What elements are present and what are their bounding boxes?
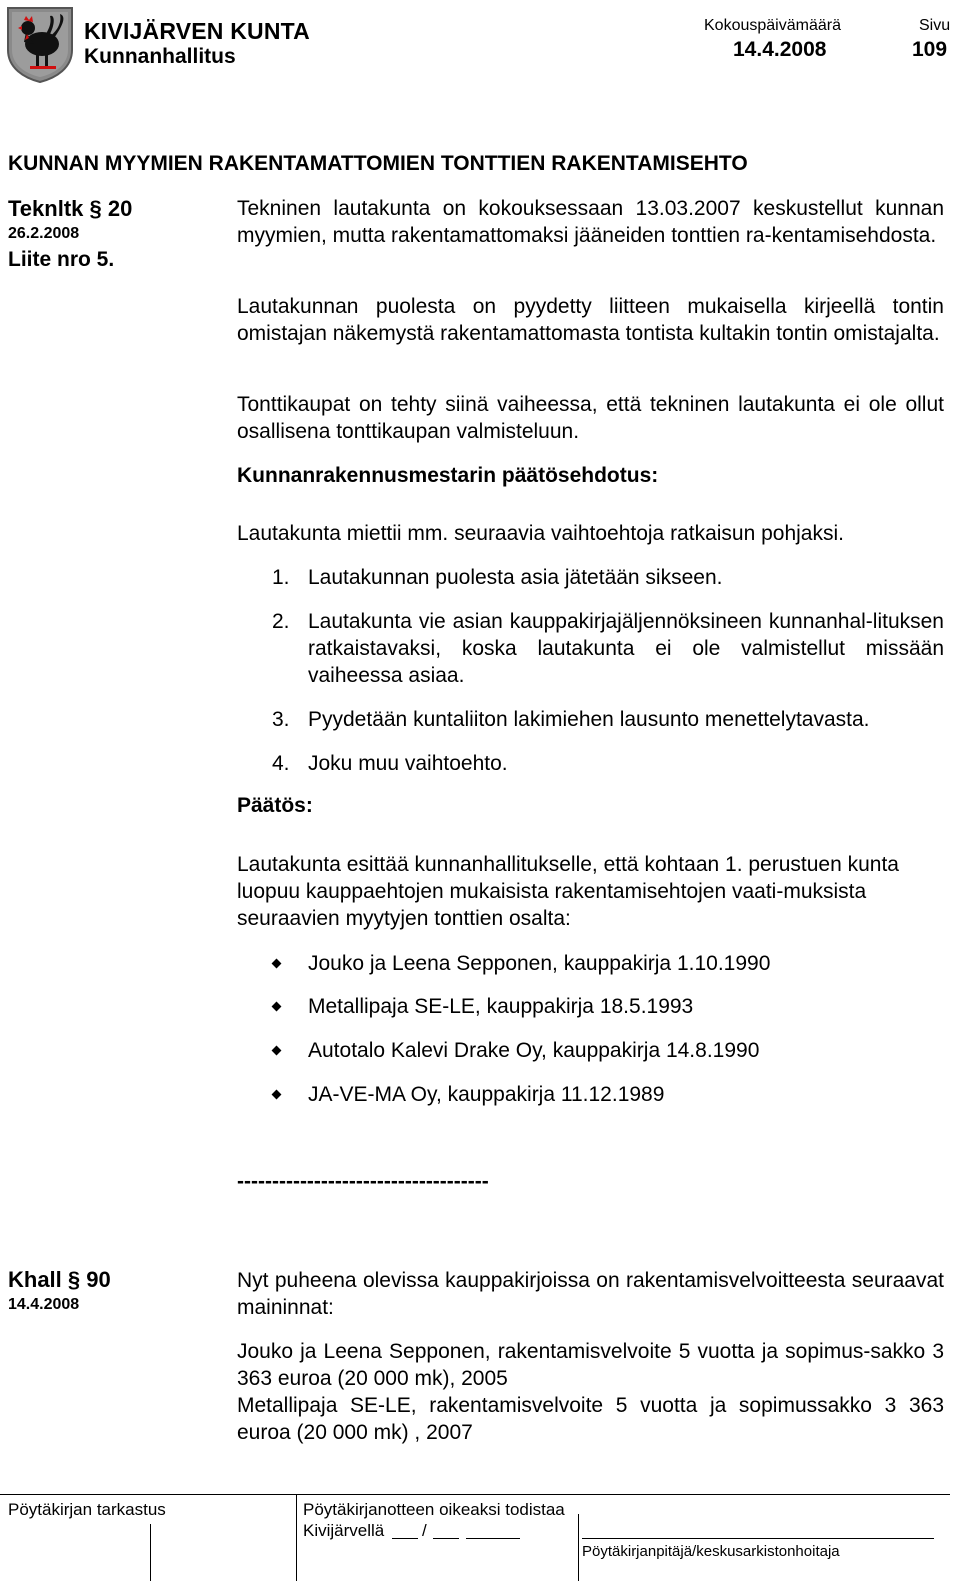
proposal-intro: Lautakunta miettii mm. seuraavia vaihtoehtoja ratkaisun pohjaksi. bbox=[237, 522, 844, 545]
section2-side-title-number: 90 bbox=[86, 1267, 111, 1292]
date-separator: / bbox=[422, 1521, 427, 1540]
meeting-date-label: Kokouspäivämäärä bbox=[704, 17, 841, 34]
decision-text: Lautakunta esittää kunnanhallitukselle, että kohtaan 1. perustuen kunta luopuu kauppaehtojen mukaisista rakentamisehtojen vaati-muksista seuraavien myytyjen tonttien osalta: bbox=[237, 853, 899, 930]
list-item-text: JA-VE-MA Oy, kauppakirja 11.12.1989 bbox=[308, 1083, 665, 1106]
certify-label: Pöytäkirjanotteen oikeaksi todistaa bbox=[303, 1500, 565, 1519]
list-item-text: Jouko ja Leena Sepponen, kauppakirja 1.10.1990 bbox=[308, 952, 771, 975]
option-text: Lautakunta vie asian kauppakirjajäljennöksineen kunnanhal-lituksen ratkaistavaksi, koska lautakunta ei ole valmistellut missään vaiheessa asiaa. bbox=[308, 610, 944, 687]
footer-column-divider bbox=[296, 1494, 297, 1581]
footer-column-divider bbox=[578, 1514, 579, 1581]
list-item-text: Autotalo Kalevi Drake Oy, kauppakirja 14.8.1990 bbox=[308, 1039, 760, 1062]
section1-side-title-number: 20 bbox=[107, 196, 133, 221]
proposal-heading: Kunnanrakennusmestarin päätösehdotus: bbox=[237, 464, 659, 487]
review-label: Pöytäkirjan tarkastus bbox=[8, 1500, 166, 1519]
date-blank-day bbox=[392, 1538, 418, 1539]
list-item-text: Metallipaja SE-LE, kauppakirja 18.5.1993 bbox=[308, 995, 694, 1018]
section2-intro: Nyt puheena olevissa kauppakirjoissa on rakentamisvelvoitteesta seuraavat maininnat: bbox=[237, 1269, 944, 1319]
page-title: KUNNAN MYYMIEN RAKENTAMATTOMIEN TONTTIEN RAKENTAMISEHTO bbox=[8, 152, 748, 175]
organization-name: KIVIJÄRVEN KUNTA bbox=[84, 18, 310, 44]
diamond-bullet-icon bbox=[272, 959, 282, 969]
option-number: 2. bbox=[272, 610, 290, 633]
option-item bbox=[237, 706, 944, 733]
option-number: 4. bbox=[272, 752, 290, 775]
option-text: Lautakunnan puolesta asia jätetään sikseen. bbox=[308, 566, 723, 589]
section1-paragraph-3: Tonttikaupat on tehty siinä vaiheessa, että tekninen lautakunta ei ole ollut osallisena tonttikaupan valmisteluun. bbox=[237, 393, 944, 443]
section2-side-date: 14.4.2008 bbox=[8, 1296, 80, 1313]
section2-side-title-prefix: Khall bbox=[8, 1267, 62, 1292]
page-label: Sivu bbox=[919, 17, 951, 34]
section1-paragraph-2: Lautakunnan puolesta on pyydetty liitteen mukaisella kirjeellä tontin omistajan näkemystä rakentamattomasta tontista kultakin tontin omistajalta. bbox=[237, 295, 944, 345]
diamond-bullet-icon bbox=[272, 1090, 282, 1100]
section1-paragraph-1: Tekninen lautakunta on kokouksessaan 13.03.2007 keskustellut kunnan myymien, mutta rakentamattomaksi jääneiden tonttien ra-kentamisehdosta. bbox=[237, 197, 944, 247]
option-number: 3. bbox=[272, 708, 290, 731]
section2-side-title bbox=[8, 1267, 111, 1293]
section1-side-extra: Liite nro 5. bbox=[8, 248, 115, 271]
page-number: 109 bbox=[912, 38, 948, 61]
section1-side-date: 26.2.2008 bbox=[8, 225, 80, 242]
section-mark-icon: § bbox=[89, 196, 102, 221]
diamond-bullet-icon bbox=[272, 1046, 282, 1056]
list-item bbox=[270, 1081, 930, 1108]
section2-entry-2: Metallipaja SE-LE, rakentamisvelvoite 5 vuotta ja sopimussakko 3 363 euroa (20 000 mk) , 2007 bbox=[237, 1394, 944, 1444]
date-blank-month bbox=[433, 1538, 459, 1539]
option-text: Joku muu vaihtoehto. bbox=[308, 752, 508, 775]
section2-entry-1: Jouko ja Leena Sepponen, rakentamisvelvoite 5 vuotta ja sopimus-sakko 3 363 euroa (20 000 mk), 2005 bbox=[237, 1340, 944, 1390]
rooster-coat-of-arms-icon bbox=[4, 4, 76, 84]
option-item bbox=[237, 564, 944, 591]
section1-side-title bbox=[8, 196, 132, 222]
section-mark-icon: § bbox=[67, 1267, 81, 1292]
section1-side-title-prefix: Teknltk bbox=[8, 196, 84, 221]
meeting-date: 14.4.2008 bbox=[733, 38, 827, 61]
section-separator: ------------------------------------ bbox=[237, 1170, 489, 1193]
organization-unit: Kunnanhallitus bbox=[84, 45, 236, 68]
footer-column-divider bbox=[150, 1524, 151, 1581]
date-blank-year bbox=[466, 1538, 520, 1539]
option-item bbox=[237, 750, 944, 777]
list-item bbox=[270, 950, 930, 977]
option-number: 1. bbox=[272, 566, 290, 589]
option-item bbox=[237, 608, 944, 689]
diamond-bullet-icon bbox=[272, 1002, 282, 1012]
option-text: Pyydetään kuntaliiton lakimiehen lausunto menettelytavasta. bbox=[308, 708, 870, 731]
signature-line bbox=[582, 1538, 934, 1539]
certify-place: Kivijärvellä bbox=[303, 1521, 385, 1540]
decision-heading: Päätös: bbox=[237, 794, 313, 817]
list-item bbox=[270, 993, 930, 1020]
list-item bbox=[270, 1037, 930, 1064]
signer-title: Pöytäkirjanpitäjä/keskusarkistonhoitaja bbox=[582, 1543, 840, 1560]
footer-divider bbox=[0, 1494, 950, 1495]
